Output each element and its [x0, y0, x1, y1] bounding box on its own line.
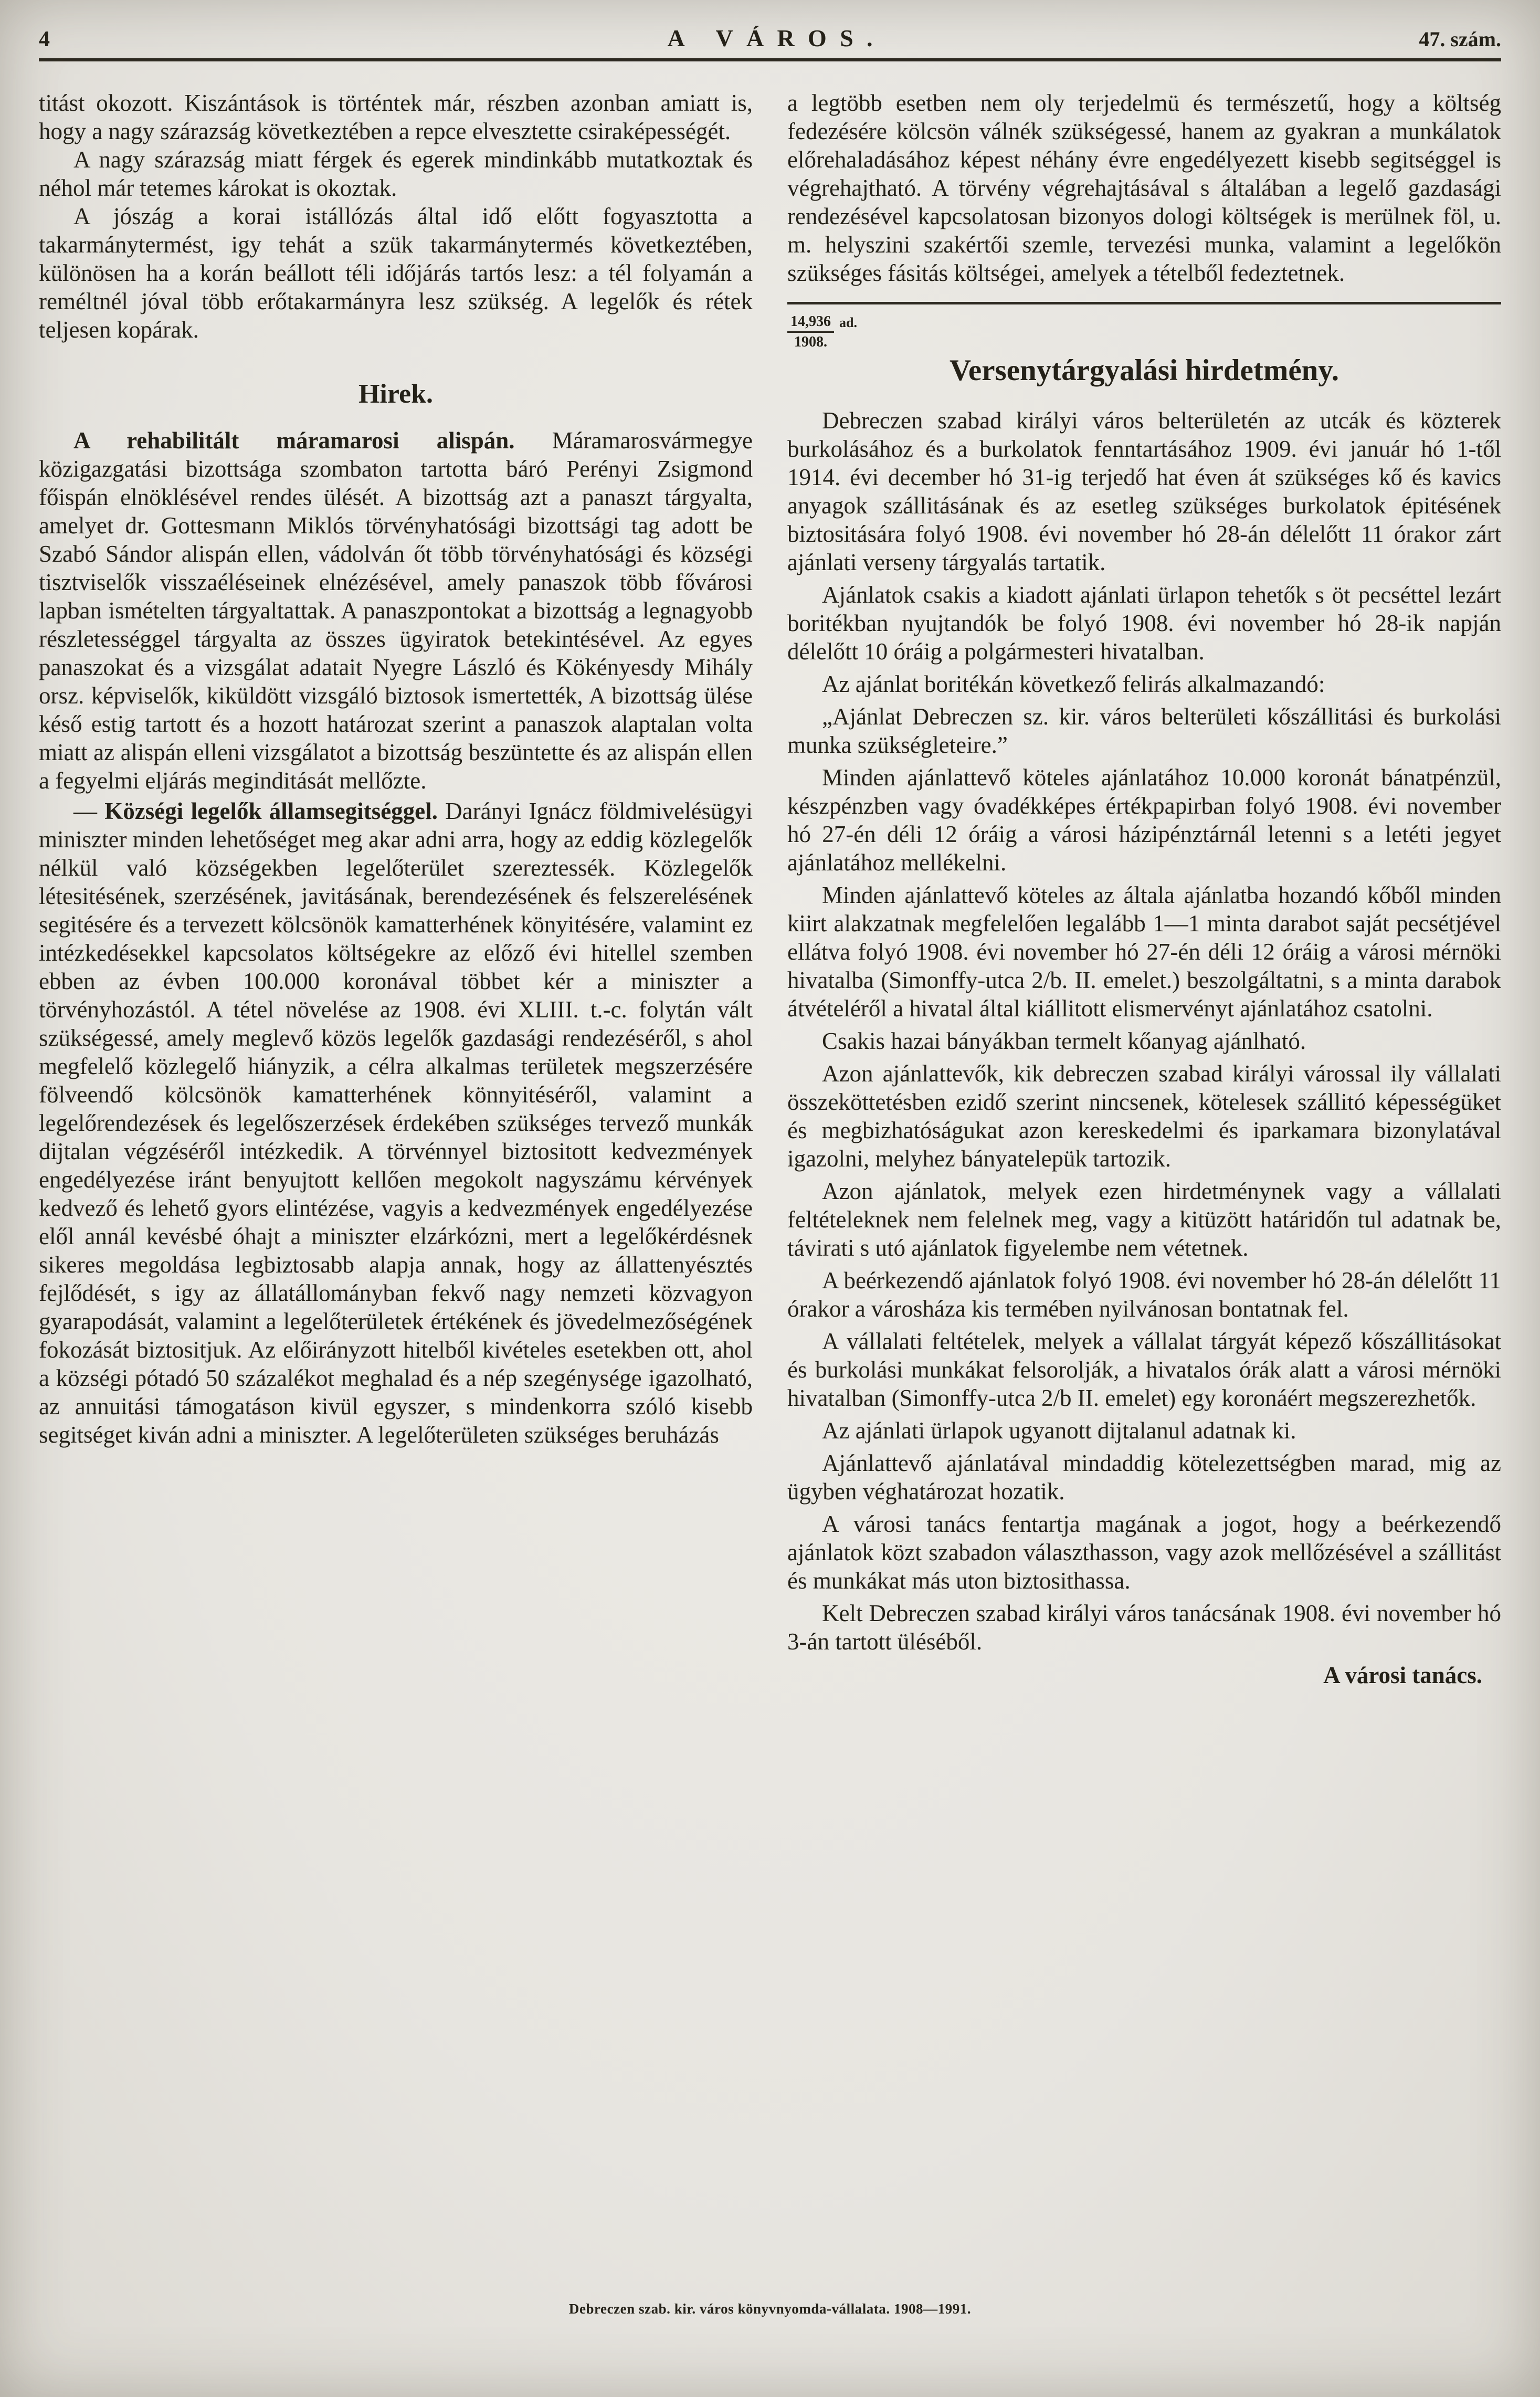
section-divider: [787, 302, 1501, 304]
file-number: [787, 314, 1501, 350]
notice-paragraph: Kelt Debreczen szabad királyi város tanácsának 1908. évi november hó 3-án tartott üléséből.: [787, 1600, 1501, 1655]
file-number-denominator: 1908.: [794, 334, 827, 350]
paragraph: A jószág a korai istállózás által idő előtt fogyasztotta a takarmánytermést, igy tehát a szük takarmánytermés következtében, különösen ha a korán beállott téli időjárás tartós lesz: a tél folyamán a reméltnél jóval több erőtakarmányra lesz szükség. A legelők és rétek teljesen kopárak.: [39, 203, 753, 343]
content-columns: [39, 89, 1501, 1694]
notice-paragraph: A vállalati feltételek, melyek a vállalat tárgyát képező kőszállitásokat és burkolási munkákat felsorolják, a hivatalos órák alatt a városi mérnöki hivatalban (Simonffy-utca 2/b II. emelet) egy koronáért megszerezhetők.: [787, 1328, 1501, 1411]
file-number-fraction: [787, 314, 834, 350]
notice-paragraph: Az ajánlati ürlapok ugyanott dijtalanul adatnak ki.: [822, 1417, 1296, 1444]
notice-paragraph: A városi tanács fentartja magának a jogot, hogy a beérkezendő ajánlatok közt szabadon választhasson, vagy azok mellőzésével a szállitást és munkákat más uton biztosithassa.: [787, 1511, 1501, 1594]
notice-paragraph: Azon ajánlattevők, kik debreczen szabad királyi várossal ily vállalati összeköttetésben ezidő szerint nincsenek, kötelesek szállitó képességüket és megbizhatóságukat azon kereskedelmi és iparkamara bizonylatával igazolni, melyhez bányatelepük tartozik.: [787, 1060, 1501, 1172]
left-column: [39, 89, 753, 1694]
masthead: [39, 24, 1501, 52]
file-number-suffix: ad.: [839, 315, 857, 330]
news-item-lead: — Községi legelők államsegitséggel.: [73, 798, 438, 824]
notice-paragraph: Minden ajánlattevő köteles az általa ajánlatba hozandó kőből minden kiirt alakzatnak megfelelően legalább 1—1 minta darabot saját pecsétjével ellátva folyó 1908. évi november hó 27-én déli 12 óráig a városi mérnöki hivatalba (Simonffy-utca 2/b. II. emelet.) beszolgáltatni, s a minta darabok átvételéről a hivatal által kiállitott elismervényt ajánlatához csatolni.: [787, 882, 1501, 1022]
issue-number: 47. szám.: [1419, 27, 1501, 51]
notice-paragraph: Azon ajánlatok, melyek ezen hirdetménynek vagy a vállalati feltételeknek nem felelnek meg, vagy a kitüzött határidőn tul adatnak be, távirati s utó ajánlatok figyelembe nem vétetnek.: [787, 1178, 1501, 1261]
news-item: [39, 426, 753, 795]
news-section-heading: Hirek.: [358, 379, 434, 409]
news-item: [39, 797, 753, 1449]
news-item-body: Darányi Ignácz földmivelésügyi miniszter minden lehetőséget meg akar adni arra, hogy az eddig közlegelők nélkül való községekben legelőterület szereztessék. Közlegelők létesitésének, szerzésének, javitásának, berendezésének és felszerelésének segitésére és a tervezett kölcsönök kamatterhének könyitésére, valamint ez intézkedésekkel kapcsolatos költségekre az előző évi hitellel szemben ebben az évben 100.000 koronával többet kér a miniszter a törvényhozástól. A tétel növelése az 1908. évi XLIII. t.-c. folytán vált szükségessé, amely meglevő közös legelők gazdasági rendezéséről, s ahol megfelelő közlegelő hiányzik, a célra alkalmas területek megszerzésére fölveendő kölcsönök kamatterhének könnyitéséről, valamint a legelőrendezések és legelőszerzések érdekében szükséges tervező munkák dijtalan végzéséről intézkedik. A törvénnyel biztositott kedvezmények engedélyezése iránt benyujtott kellően megokolt nagyszámu kérvények kedvező és lehető gyors elintézése, vagyis a kedvezmények engedélyezése elől annál kevésbé óhajt a miniszter elzárkózni, mert a legelőkérdésnek sikeres megoldása legbiztosabb alapja annak, hogy az állattenyésztés fejlődését, s igy az állatállományban fekvő nagy nemzeti közvagyon gyarapodását, valamint a legelőterületek értékének és jövedelmezőségének fokozását biztositjuk. Az előirányzott hitelből kivételes esetekben ott, ahol a községi pótadó 50 százalékot meghalad és a nép szegénysége igazolható, az annuitási támogatáson kivül egyszer, s mindenkorra szóló kisebb segitséget kiván adni a miniszter. A legelőterületen szükséges beruházás: [39, 798, 753, 1448]
news-item-lead: A rehabilitált máramarosi alispán.: [73, 427, 515, 454]
article-continuation: a legtöbb esetben nem oly terjedelmü és természetű, hogy a költség fedezésére kölcsön válnék szükségessé, hanem az gyakran a munkálatok előrehaladásához képest néhány évre engedélyezett kisebb segitséggel is végrehajtható. A törvény végrehajtásával s általában a legelő gazdasági rendezésével kapcsolatosan bizonyos dologi költségek is merülnek föl, u. m. helyszini szakértői szemle, tervezési munka, valamint a legelőkön szükséges fásitás költségei, amelyek a tételből fedeztetnek.: [787, 90, 1501, 286]
imprint-line: Debreczen szab. kir. város könyvnyomda-vállalata. 1908—1991.: [568, 2301, 972, 2317]
notice-paragraph: Debreczen szabad királyi város belterületén az utcák és közterek burkolásához és a burkolatok fenntartásához 1909. évi január hó 1-től 1914. évi december hó 31-ig terjedő hat éven át szükséges kő és kavics anyagok szállitásának és az esetleg szükséges burkolatok épitésének biztositására folyó 1908. évi november hó 28-án délelőtt 11 órakor zárt ajánlati verseny tárgyalás tartatik.: [787, 407, 1501, 575]
news-item-body: Máramarosvármegye közigazgatási bizottsága szombaton tartotta báró Perényi Zsigmond főispán elnöklésével rendes ülését. A bizottság azt a panaszt tárgyalta, amelyet dr. Gottesmann Miklós törvényhatósági bizottsági tag adott be Szabó Sándor alispán ellen, vádolván őt több törvényhatósági és községi tisztviselők visszaéléseinek elnézésével, amely panaszok több fővárosi lapban ismételten tárgyaltattak. A panaszpontokat a bizottság a legnagyobb részletességgel tárgyalta az összes ügyiratok betekintésével. Az egyes panaszokat és a vizsgálat adatait Nyegre László és Kökényesdy Mihály orsz. képviselők, kiküldött vizsgáló biztosok ismertették, A bizottság ülése késő estig tartott és a hozott határozat szerint a panaszok alaptalan volta miatt az alispán elleni vizsgálatot a bizottság beszüntette és az alispán ellen a fegyelmi eljárás meginditását mellőzte.: [39, 427, 753, 794]
notice-paragraph: Az ajánlat boritékán következő felirás alkalmazandó:: [822, 671, 1325, 697]
paragraph: titást okozott. Kiszántások is történtek már, részben azonban amiatt is, hogy a nagy szárazság következtében a repce elvesztette csiraképességét.: [39, 90, 753, 144]
page-number: 4: [39, 27, 50, 51]
notice-paragraph: Csakis hazai bányákban termelt kőanyag ajánlható.: [822, 1028, 1306, 1054]
notice-signature: A városi tanács.: [1323, 1662, 1482, 1688]
notice-paragraph: Ajánlattevő ajánlatával mindaddig kötelezettségben marad, mig az ügyben véghatározat hozatik.: [787, 1450, 1501, 1505]
notice-paragraph: Minden ajánlattevő köteles ajánlatához 10.000 koronát bánatpénzül, készpénzben vagy óvadékképes értékpapirban folyó 1908. évi november hó 27-én déli 12 óráig a városi házipénztárnál letenni s a letéti jegyet ajánlatához mellékelni.: [787, 764, 1501, 876]
right-column: [787, 89, 1501, 1694]
paragraph: A nagy szárazság miatt férgek és egerek mindinkább mutatkoztak és néhol már tetemes károkat is okoztak.: [39, 146, 753, 201]
file-number-numerator: 14,936: [787, 314, 834, 333]
notice-paragraph: A beérkezendő ajánlatok folyó 1908. évi november hó 28-án délelőtt 11 órakor a városháza kis termében nyilvánosan bontatnak fel.: [787, 1267, 1501, 1322]
notice-heading: Versenytárgyalási hirdetmény.: [949, 354, 1339, 387]
notice-paragraph: „Ajánlat Debreczen sz. kir. város belterületi kőszállitási és burkolási munka szükségleteire.”: [787, 703, 1501, 758]
newspaper-title: A VÁROS.: [667, 25, 886, 51]
notice-paragraph: Ajánlatok csakis a kiadott ajánlati ürlapon tehetők s öt pecséttel lezárt boritékban nyujtandók be folyó 1908. évi november hó 28-ik napján délelőtt 10 óráig a polgármesteri hivatalban.: [787, 582, 1501, 665]
masthead-rule: [39, 58, 1501, 61]
